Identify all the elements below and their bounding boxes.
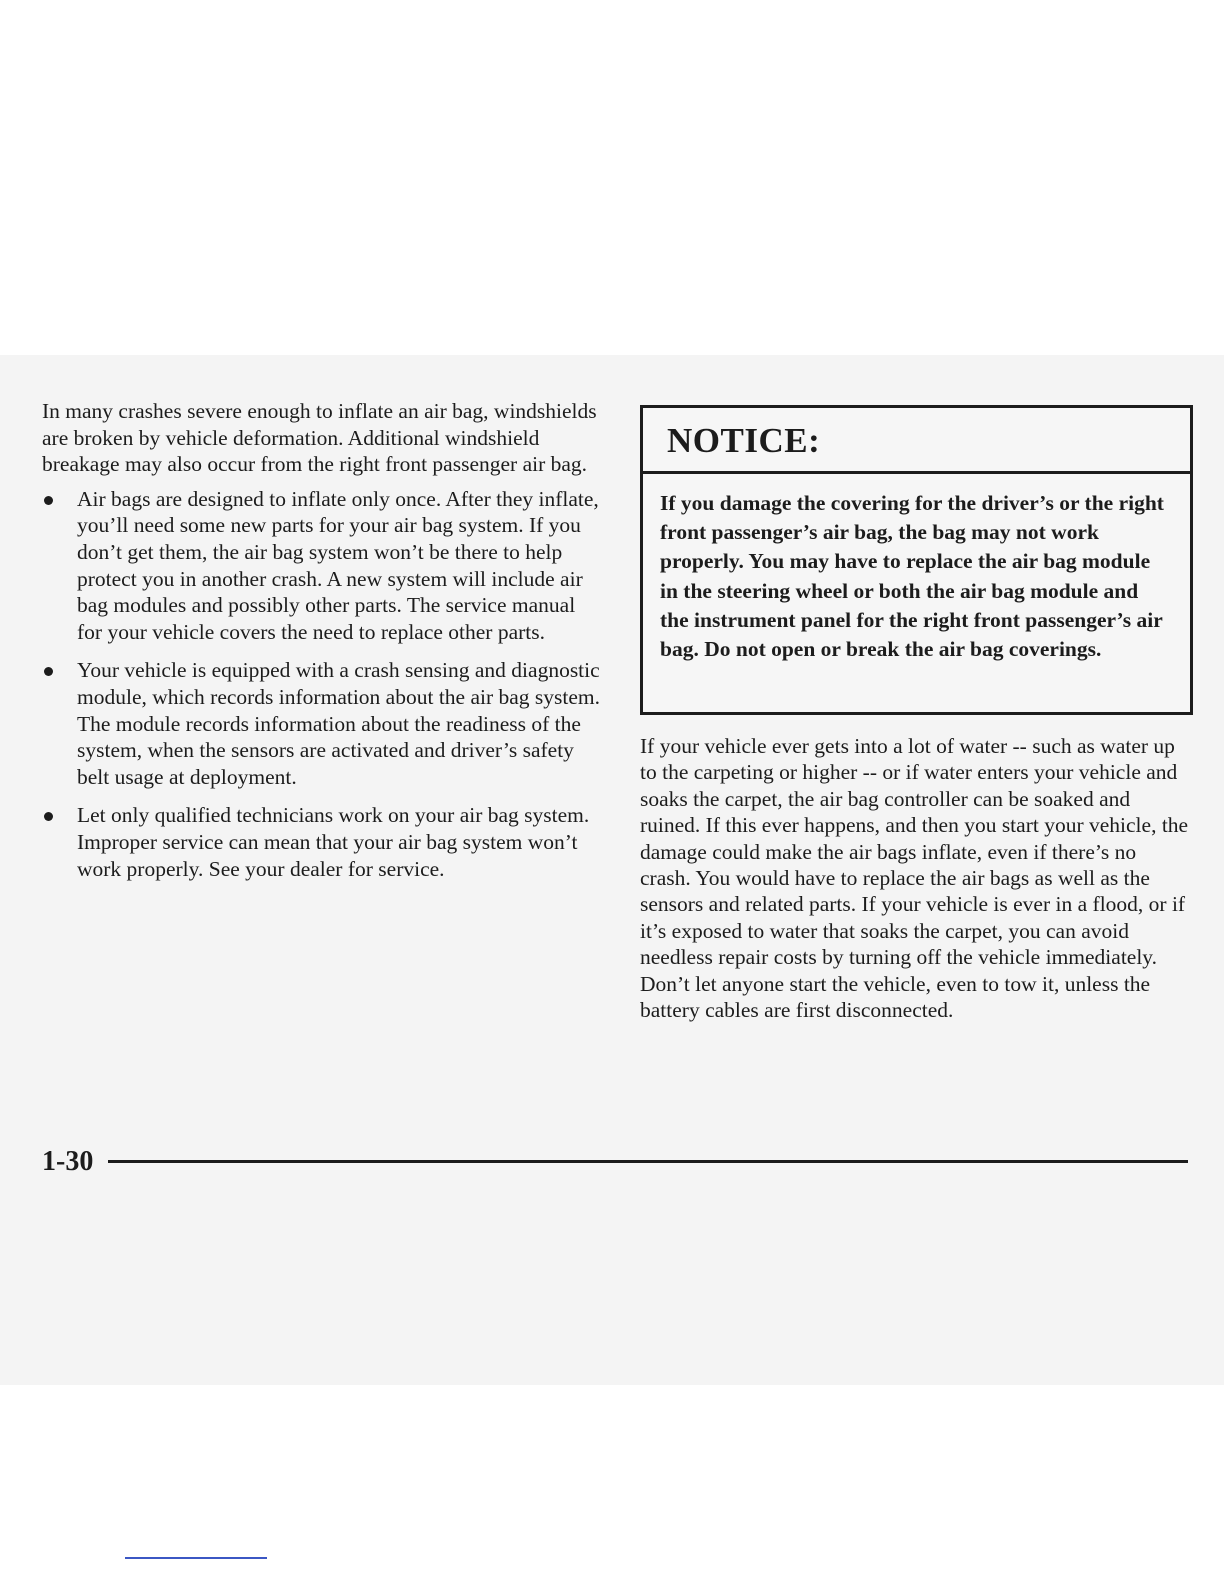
bullet-dot-icon xyxy=(44,496,53,505)
bullet-list xyxy=(42,486,602,882)
left-column xyxy=(42,398,602,894)
footer-rule xyxy=(108,1160,1188,1163)
bullet-item xyxy=(42,657,602,790)
page-number: 1-30 xyxy=(42,1146,94,1177)
intro-paragraph: In many crashes severe enough to inflate an air bag, windshields are broken by vehicle deformation. Additional windshield breakage may also occur from the right front passenger air bag. xyxy=(42,399,597,477)
notice-box xyxy=(640,405,1193,715)
bullet-dot-icon xyxy=(44,812,53,821)
water-damage-paragraph: If your vehicle ever gets into a lot of water -- such as water up to the carpeting or higher -- or if water enters your vehicle and soaks the carpet, the air bag controller can be soaked and ruined. If this ever happens, and then you start your vehicle, the damage could make the air bags inflate, even if there’s no crash. You would have to replace the air bags as well as the sensors and related parts. If your vehicle is ever in a flood, or if it’s exposed to water that soaks the carpet, you can avoid needless repair costs by turning off the vehicle immediately. Don’t let anyone start the vehicle, even to tow it, unless the battery cables are first disconnected. xyxy=(640,734,1189,1023)
right-column xyxy=(640,733,1190,1023)
bullet-item xyxy=(42,486,602,646)
bullet-text: Your vehicle is equipped with a crash sensing and diagnostic module, which records information about the air bag system. The module records information about the readiness of the system, when the sensors are activated and driver’s safety belt usage at deployment. xyxy=(77,658,601,789)
notice-body: If you damage the covering for the driver’s or the right front passenger’s air bag, the bag may not work properly. You may have to replace the air bag module in the steering wheel or both the air bag module and the instrument panel for the right front passenger’s air bag. Do not open or break the air bag coverings. xyxy=(660,491,1164,662)
bullet-dot-icon xyxy=(44,667,53,676)
page-footer xyxy=(42,1145,1192,1179)
link-underline xyxy=(125,1557,267,1559)
notice-title: NOTICE: xyxy=(643,408,1190,474)
bullet-text: Let only qualified technicians work on your air bag system. Improper service can mean that your air bag system won’t work properly. See your dealer for service. xyxy=(77,803,590,881)
bullet-text: Air bags are designed to inflate only once. After they inflate, you’ll need some new parts for your air bag system. If you don’t get them, the air bag system won’t be there to help protect you in another crash. A new system will include air bag modules and possibly other parts. The service manual for your vehicle covers the need to replace other parts. xyxy=(77,486,599,644)
bullet-item xyxy=(42,802,602,882)
